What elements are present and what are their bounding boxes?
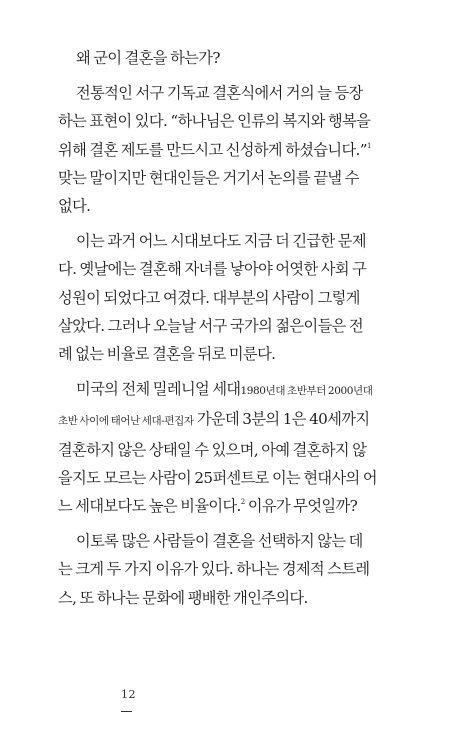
page-number: 12 [121, 688, 136, 701]
p3-line-2-text: 가운데 3분의 1은 40세까지 [193, 410, 370, 429]
p3-line-5 [58, 492, 428, 520]
page-body [58, 44, 428, 619]
p3-line-2 [58, 405, 428, 435]
p1-line-5: 없다. [58, 197, 91, 216]
p3-line-4: 을지도 모르는 사람이 25퍼센트로 이는 현대사의 어 [58, 468, 377, 487]
footnote-marker-2: 2 [240, 498, 245, 507]
p1-line-4: 맞는 말이지만 현대인들은 거기서 논의를 끝낼 수 [58, 168, 359, 187]
p3-line-5-text: 느 세대보다도 높은 비율이다. [58, 497, 241, 516]
section-heading [58, 44, 428, 72]
p2-line-5: 례 없는 비율로 결혼을 뒤로 미룬다. [58, 345, 276, 364]
p3-line-1-text: 미국의 전체 밀레니얼 세대 [76, 380, 241, 399]
paragraph-1 [58, 79, 428, 220]
heading-text: 왜 군이 결혼을 하는가? [76, 49, 220, 67]
p1-line-3 [58, 136, 428, 164]
paragraph-4 [58, 527, 428, 612]
p4-line-2: 는 크게 두 가지 이유가 있다. 하나는 경제적 스트레 [58, 560, 370, 579]
p1-line-3-text: 위해 결혼 제도를 만드시고 신성하게 하셨습니다.” [58, 140, 367, 159]
paragraph-3 [58, 375, 428, 520]
footnote-marker-1: 1 [366, 141, 371, 150]
p2-line-2: 다. 옛날에는 결혼해 자녀를 낳아야 어엿한 사회 구 [58, 260, 367, 279]
page-number-rule [121, 711, 132, 712]
p2-line-3: 성원이 되었다고 여겼다. 대부분의 사람이 그렇게 [58, 288, 360, 307]
editor-note-part-1: 1980년대 초반부터 2000년대 [240, 385, 373, 398]
paragraph-2 [58, 227, 428, 368]
p2-line-4: 살았다. 그러나 오늘날 서구 국가의 젊은이들은 전 [58, 316, 364, 335]
p3-line-3: 결혼하지 않은 상태일 수 있으며, 아예 결혼하지 않 [58, 440, 367, 459]
p2-line-1: 이는 과거 어느 시대보다도 지금 더 긴급한 문제 [76, 232, 366, 251]
p3-line-5-end: 이유가 무엇일까? [244, 497, 358, 516]
p3-line-1 [58, 375, 428, 405]
p1-line-2: 하는 표현이 있다. “하나님은 인류의 복지와 행복을 [58, 112, 371, 131]
editor-note-part-2: 초반 사이에 태어난 세대-편집자 [58, 415, 194, 428]
p4-line-1: 이토록 많은 사람들이 결혼을 선택하지 않는 데 [76, 532, 363, 551]
p4-line-3: 스, 또 하나는 문화에 팽배한 개인주의다. [58, 588, 308, 607]
p1-line-1: 전통적인 서구 기독교 결혼식에서 거의 늘 등장 [76, 84, 363, 103]
